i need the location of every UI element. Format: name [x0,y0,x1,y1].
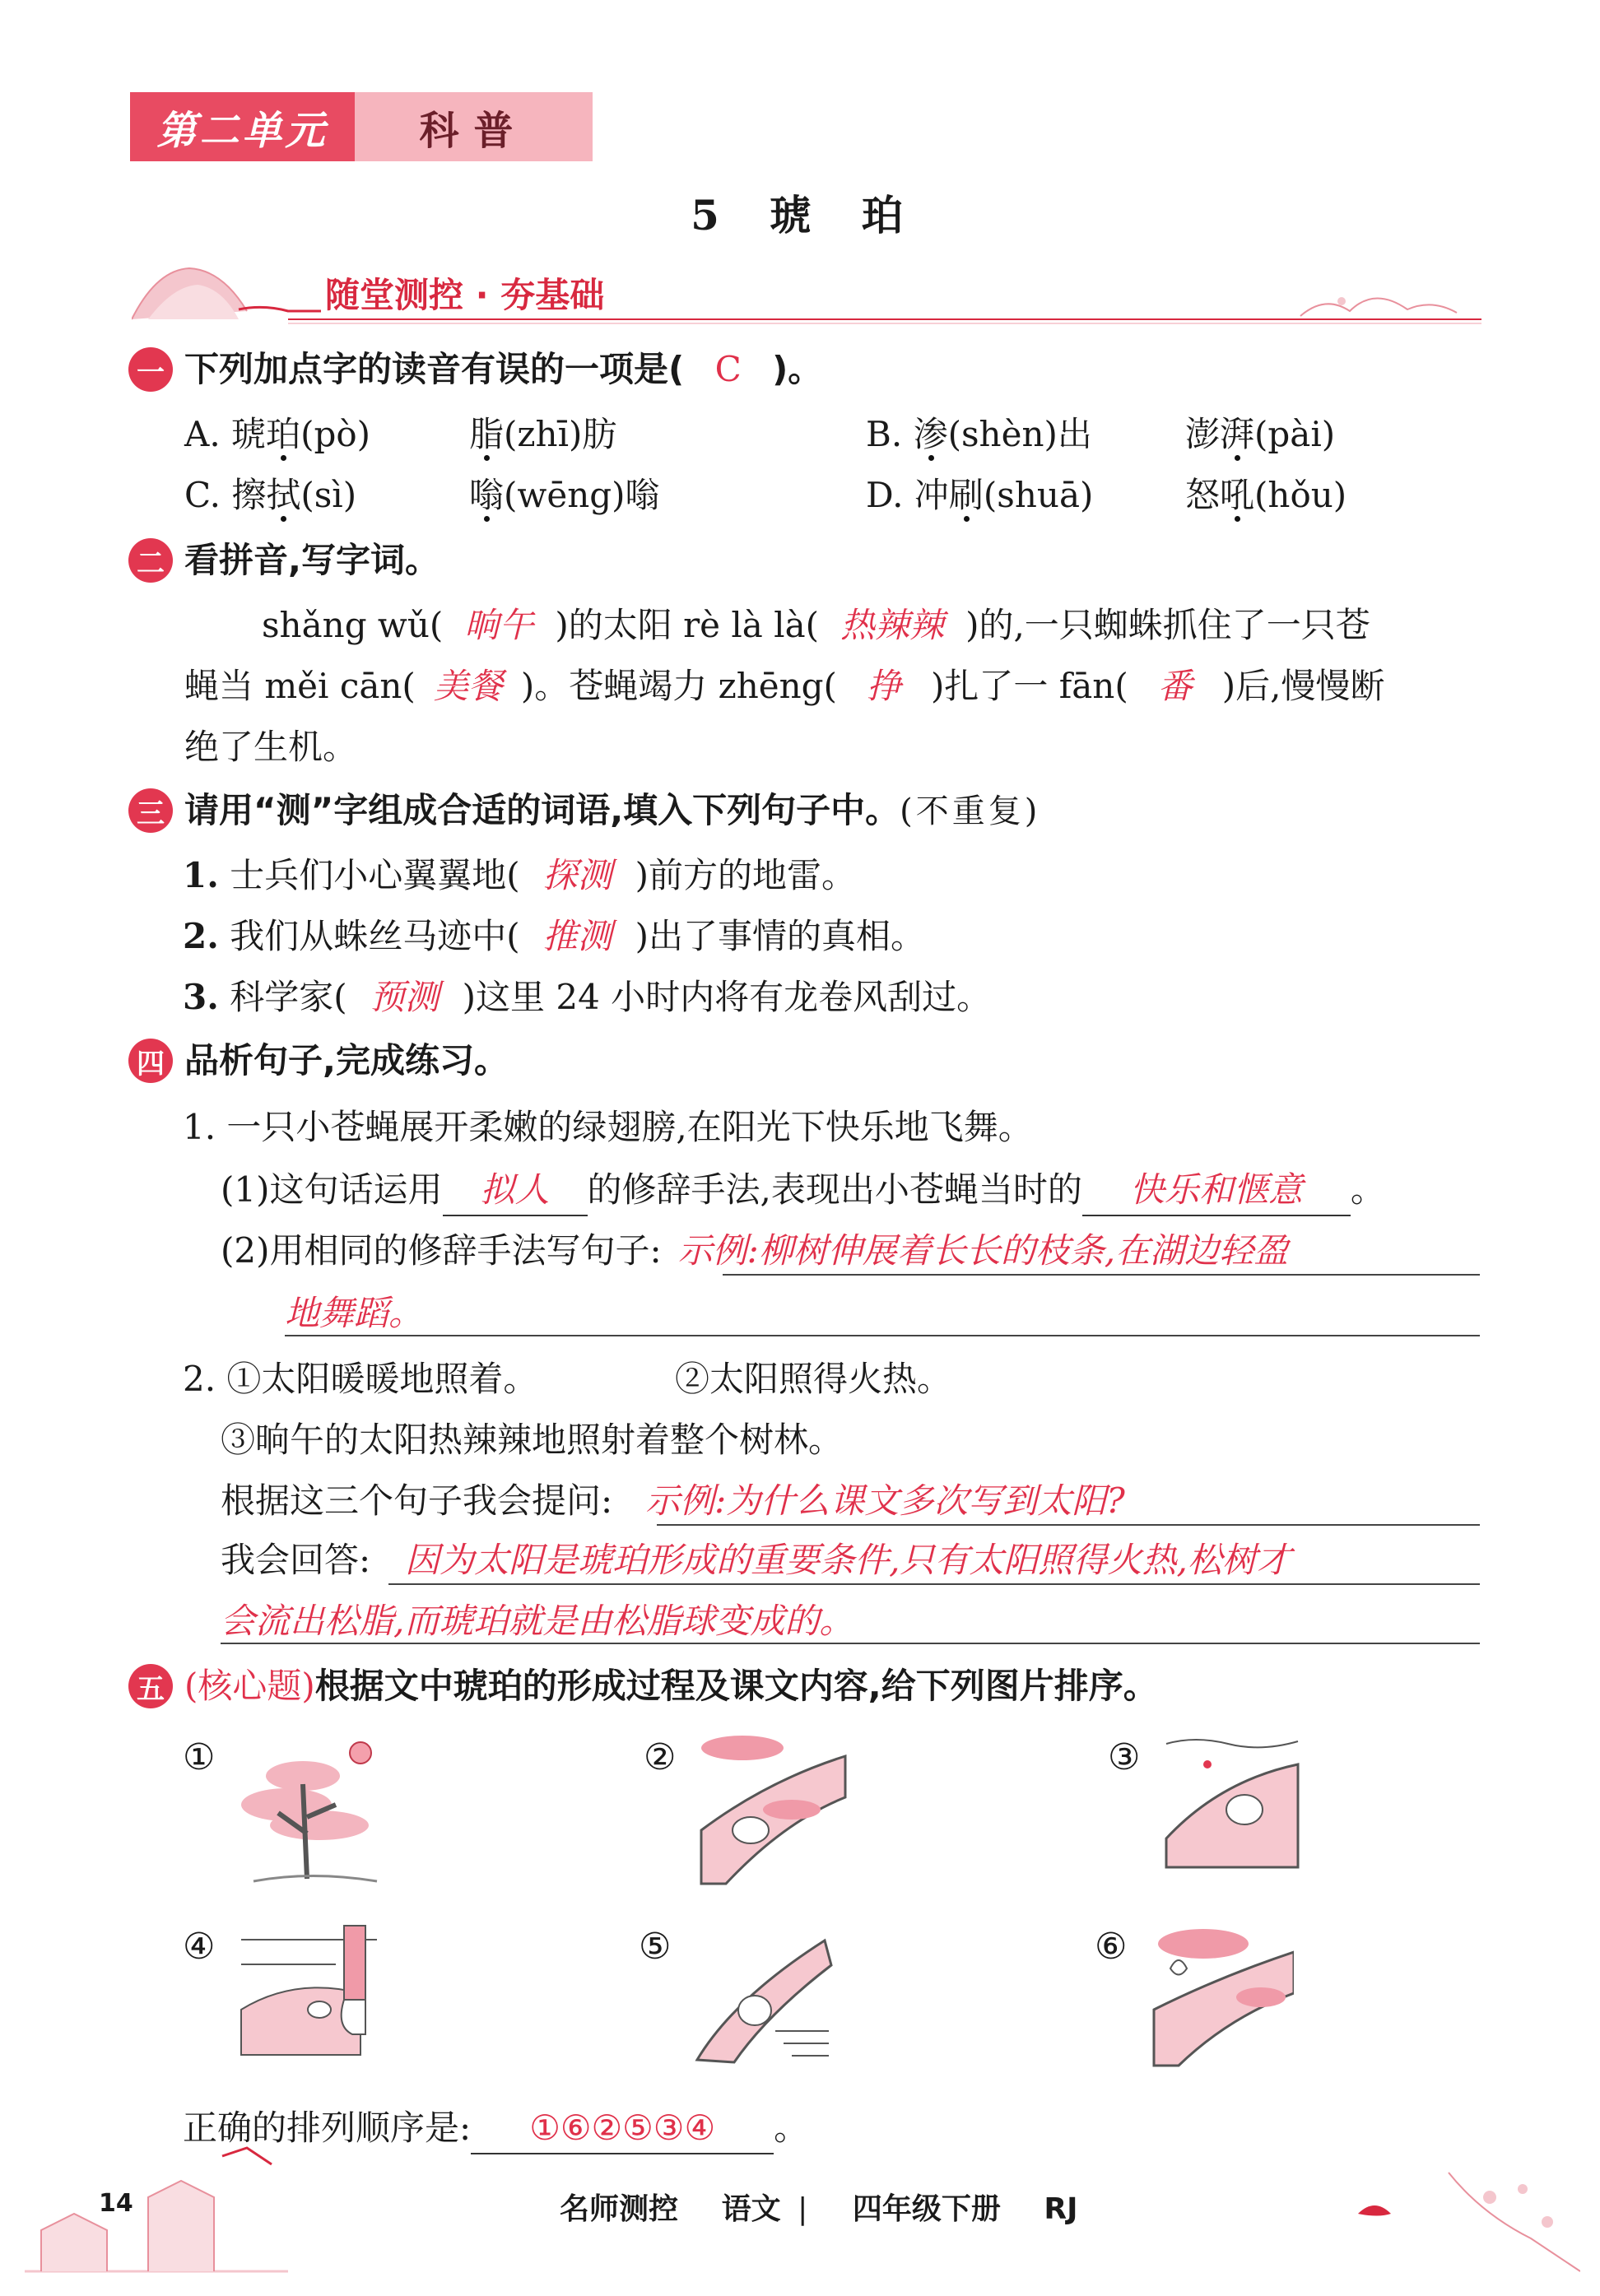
option-a: A. 琥珀(pò) [184,414,371,454]
unit-tab [130,92,593,161]
picture-number-6: ⑥ [1095,1926,1128,1968]
question-number-2: 二 [128,538,173,583]
question-number-5: 五 [128,1664,173,1708]
seabed-amber-image [1162,1731,1302,1871]
picture-number-4: ④ [183,1926,216,1968]
option-b: B. 渗(shèn)出 [866,414,1092,454]
unit-label: 第二单元 [130,92,355,161]
answer-line [388,1583,1480,1585]
resin-drop-image [1146,1919,1294,2067]
question-number-1: 一 [128,347,173,392]
question-5-order: 正确的排列顺序是: ①⑥②⑤③④ 。 [183,2103,808,2154]
option-a-word-2: 脂(zhī)肪 [469,414,617,454]
option-b-word-2: 澎湃(pài) [1185,414,1336,454]
option-c: C. 擦拭(sì) [184,475,357,515]
question-4-part-2: (2)用相同的修辞手法写句子: 示例:柳树伸展着长长的枝条,在湖边轻盈 [221,1230,1289,1271]
question-3-item-2: 2. 我们从蛛丝马迹中( 推测 )出了事情的真相。 [183,916,926,956]
question-2-line-3: 绝了生机。 [184,727,358,767]
footer-book-title: 名师测控 语文 | 四年级下册 RJ [560,2192,1078,2226]
question-1-end: )。 [772,349,823,389]
question-4-reply: 我会回答: 因为太阳是琥珀形成的重要条件,只有太阳照得火热,松树才 [221,1540,1291,1580]
picture-number-3: ③ [1108,1736,1141,1778]
question-number-3: 三 [128,788,173,833]
question-2-line-1: shǎng wǔ( 晌午 )的太阳 rè là là( 热辣辣 )的,一只蜘蛛抓住了一只苍 [262,605,1370,645]
question-4-part-1: (1)这句话运用 拟人 的修辞手法,表现出小苍蝇当时的 快乐和惬意 。 [221,1165,1385,1216]
question-1-prompt [184,345,822,394]
question-2-prompt: 看拼音,写字词。 [184,540,440,580]
tree-sun-image [237,1735,385,1891]
question-4-part-2-line-2: 地舞蹈。 [285,1293,424,1333]
option-c-word-2: 嗡(wēng)嗡 [469,475,660,515]
option-d: D. 冲刷(shuā) [866,475,1094,515]
answer-line [285,1335,1480,1336]
picture-number-2: ② [644,1736,677,1778]
question-4-reply-line-2: 会流出松脂,而琥珀就是由松脂球变成的。 [221,1601,854,1641]
question-number-4: 四 [128,1039,173,1083]
beach-foot-image [237,1919,377,2059]
page-number: 14 [99,2189,133,2218]
question-4-sentence-2b: ②太阳照得火热。 [675,1359,952,1399]
answer-line [657,1524,1480,1526]
lesson-number: 5 [691,191,726,239]
picture-number-1: ① [183,1736,216,1778]
question-5-prompt: (核心题)根据文中琥珀的形成过程及课文内容,给下列图片排序。 [184,1666,1158,1706]
answer-line [221,1643,1480,1644]
question-4-sentence-2c: ③晌午的太阳热辣辣地照射着整个树林。 [221,1420,844,1460]
footer-left-decoration [25,2140,288,2280]
question-1-answer: C [714,349,742,389]
question-3-prompt: 请用“测”字组成合适的词语,填入下列句子中。(不重复) [184,790,1041,830]
answer-line [723,1274,1480,1276]
flooded-branch-image [693,1916,833,2064]
unit-topic: 科普 [355,92,593,161]
question-4-ask: 根据这三个句子我会提问: 示例:为什么课文多次写到太阳? [221,1480,1125,1521]
question-4-sentence-2a: 2. ①太阳暖暖地照着。 [183,1359,538,1399]
question-2-line-2: 蝇当 měi cān( 美餐 )。苍蝇竭力 zhēng( 挣 )扎了一 fān( 番 )后,慢慢断 [184,666,1385,706]
lesson-title [0,183,1600,242]
question-4-prompt: 品析句子,完成练习。 [184,1040,509,1081]
question-3-item-1: 1. 士兵们小心翼翼地( 探测 )前方的地雷。 [183,855,857,895]
option-d-word-2: 怒吼(hǒu) [1185,475,1347,515]
question-4-sentence-1: 1. 一只小苍蝇展开柔嫩的绿翅膀,在阳光下快乐地飞舞。 [183,1107,1033,1147]
lesson-title-char-2: 珀 [861,191,909,239]
lesson-title-char-1: 琥 [770,191,818,239]
section-title: 随堂测控 · 夯基础 [325,275,605,315]
footer-right-decoration [1284,2140,1580,2280]
question-3-item-3: 3. 科学家( 预测 )这里 24 小时内将有龙卷风刮过。 [183,977,992,1017]
picture-number-5: ⑤ [639,1926,672,1968]
question-1-text: 下列加点字的读音有误的一项是( [184,349,685,389]
branch-resin-image [693,1731,849,1888]
